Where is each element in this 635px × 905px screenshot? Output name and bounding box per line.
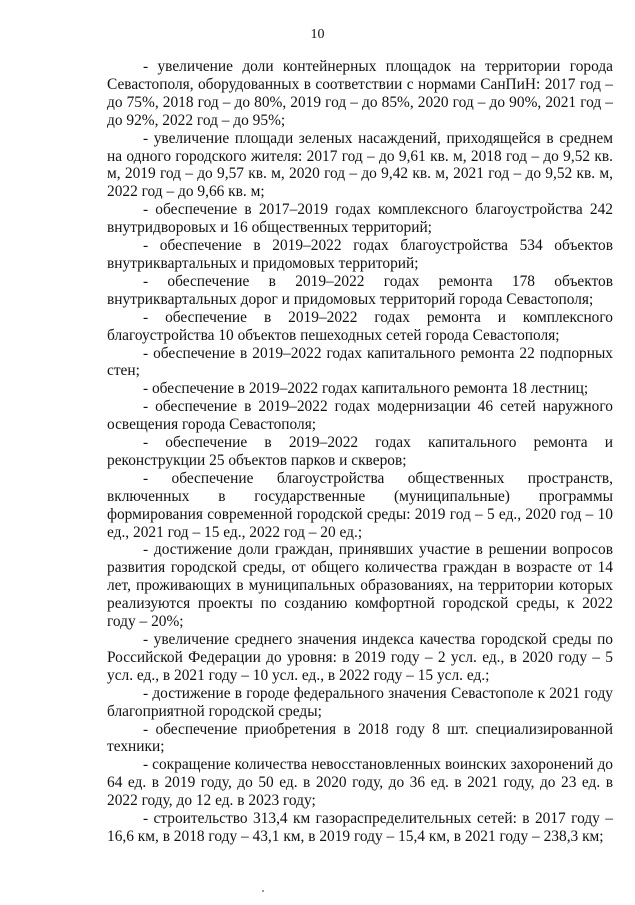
list-item-green-area: - увеличение площади зеленых насаждений, приходящейся в среднем на одного городского жителя: 2017 год – до 9,61 кв. м, 2018 год – до 9,52 кв. м, 2019 год – до 9,57 кв. м, 2020 год – до 9,42 кв. м, 2021 год – до 9,52 кв. м, 2022 год – до 9,66 кв. м; <box>107 129 613 201</box>
list-item-road-repair: - обеспечение в 2019–2022 годах ремонта 178 объектов внутриквартальных дорог и придомовых территорий города Севастополя; <box>107 272 613 308</box>
page-number: 10 <box>310 27 325 42</box>
list-item-public-spaces: - обеспечение благоустройства общественных пространств, включенных в государственные (муниципальные) программы формирования современной городской среды: 2019 год – 5 ед., 2020 год – 10 ед., 2021 год – 15 ед., 2022 год – 20 ед.; <box>107 469 613 541</box>
list-item-street-lighting: - обеспечение в 2019–2022 годах модернизации 46 сетей наружного освещения города Севастополя; <box>107 398 613 434</box>
list-item-urban-quality-index: - увеличение среднего значения индекса качества городской среды по Российской Федерации до уровня: в 2019 году – 2 усл. ед., в 2020 году – 5 усл. ед., в 2021 году – 10 усл. ед., в 2022 году – 15 усл. ед.; <box>107 631 613 684</box>
list-item-intraquarter-improvement: - обеспечение в 2019–2022 годах благоустройства 534 объектов внутриквартальных и придомовых территорий; <box>107 237 613 272</box>
scan-speck <box>262 890 264 892</box>
list-item-favorable-environment: - достижение в городе федерального значения Севастополе к 2021 году благоприятной городской среды; <box>107 684 613 720</box>
list-item-gas-networks: - строительство 313,4 км газораспределительных сетей: в 2017 году – 16,6 км, в 2018 году – 43,1 км, в 2019 году – 15,4 км, в 2021 году – 238,3 км; <box>107 810 613 845</box>
list-item-container-waste: - увеличение доли контейнерных площадок на территории города Севастополя, оборудованных в соответствии с нормами СанПиН: 2017 год – до 75%, 2018 год – до 80%, 2019 год – до 85%, 2020 год – до 90%, 2021 год – до 92%, 2022 год – до 95%; <box>107 58 613 129</box>
list-item-courtyard-improvement: - обеспечение в 2017–2019 годах комплексного благоустройства 242 внутридворовых и 16 общественных территорий; <box>107 201 613 237</box>
list-item-military-graves: - сокращение количества невосстановленных воинских захоронений до 64 ед. в 2019 году, до 50 ед. в 2020 году, до 36 ед. в 2021 году, до 23 ед. в 2022 году, до 12 ед. в 2023 году; <box>107 756 613 810</box>
list-item-stairs: - обеспечение в 2019–2022 годах капитального ремонта 18 лестниц; <box>143 380 589 398</box>
list-item-retaining-walls: - обеспечение в 2019–2022 годах капитального ремонта 22 подпорных стен; <box>107 344 613 380</box>
list-item-citizen-participation: - достижение доли граждан, принявших участие в решении вопросов развития городской среды, от общего количества граждан в возрасте от 14 лет, проживающих в муниципальных образованиях, на территории которых реализуются проекты по созданию комфортной городской среды, к 2022 году – 20%; <box>107 541 613 631</box>
document-body <box>107 58 613 846</box>
list-item-pedestrian-networks: - обеспечение в 2019–2022 годах ремонта и комплексного благоустройства 10 объектов пешеходных сетей города Севастополя; <box>107 308 613 344</box>
list-item-special-equipment: - обеспечение приобретения в 2018 году 8 шт. специализированной техники; <box>107 720 613 756</box>
list-item-parks: - обеспечение в 2019–2022 годах капитального ремонта и реконструкции 25 объектов парков и скверов; <box>107 434 613 469</box>
